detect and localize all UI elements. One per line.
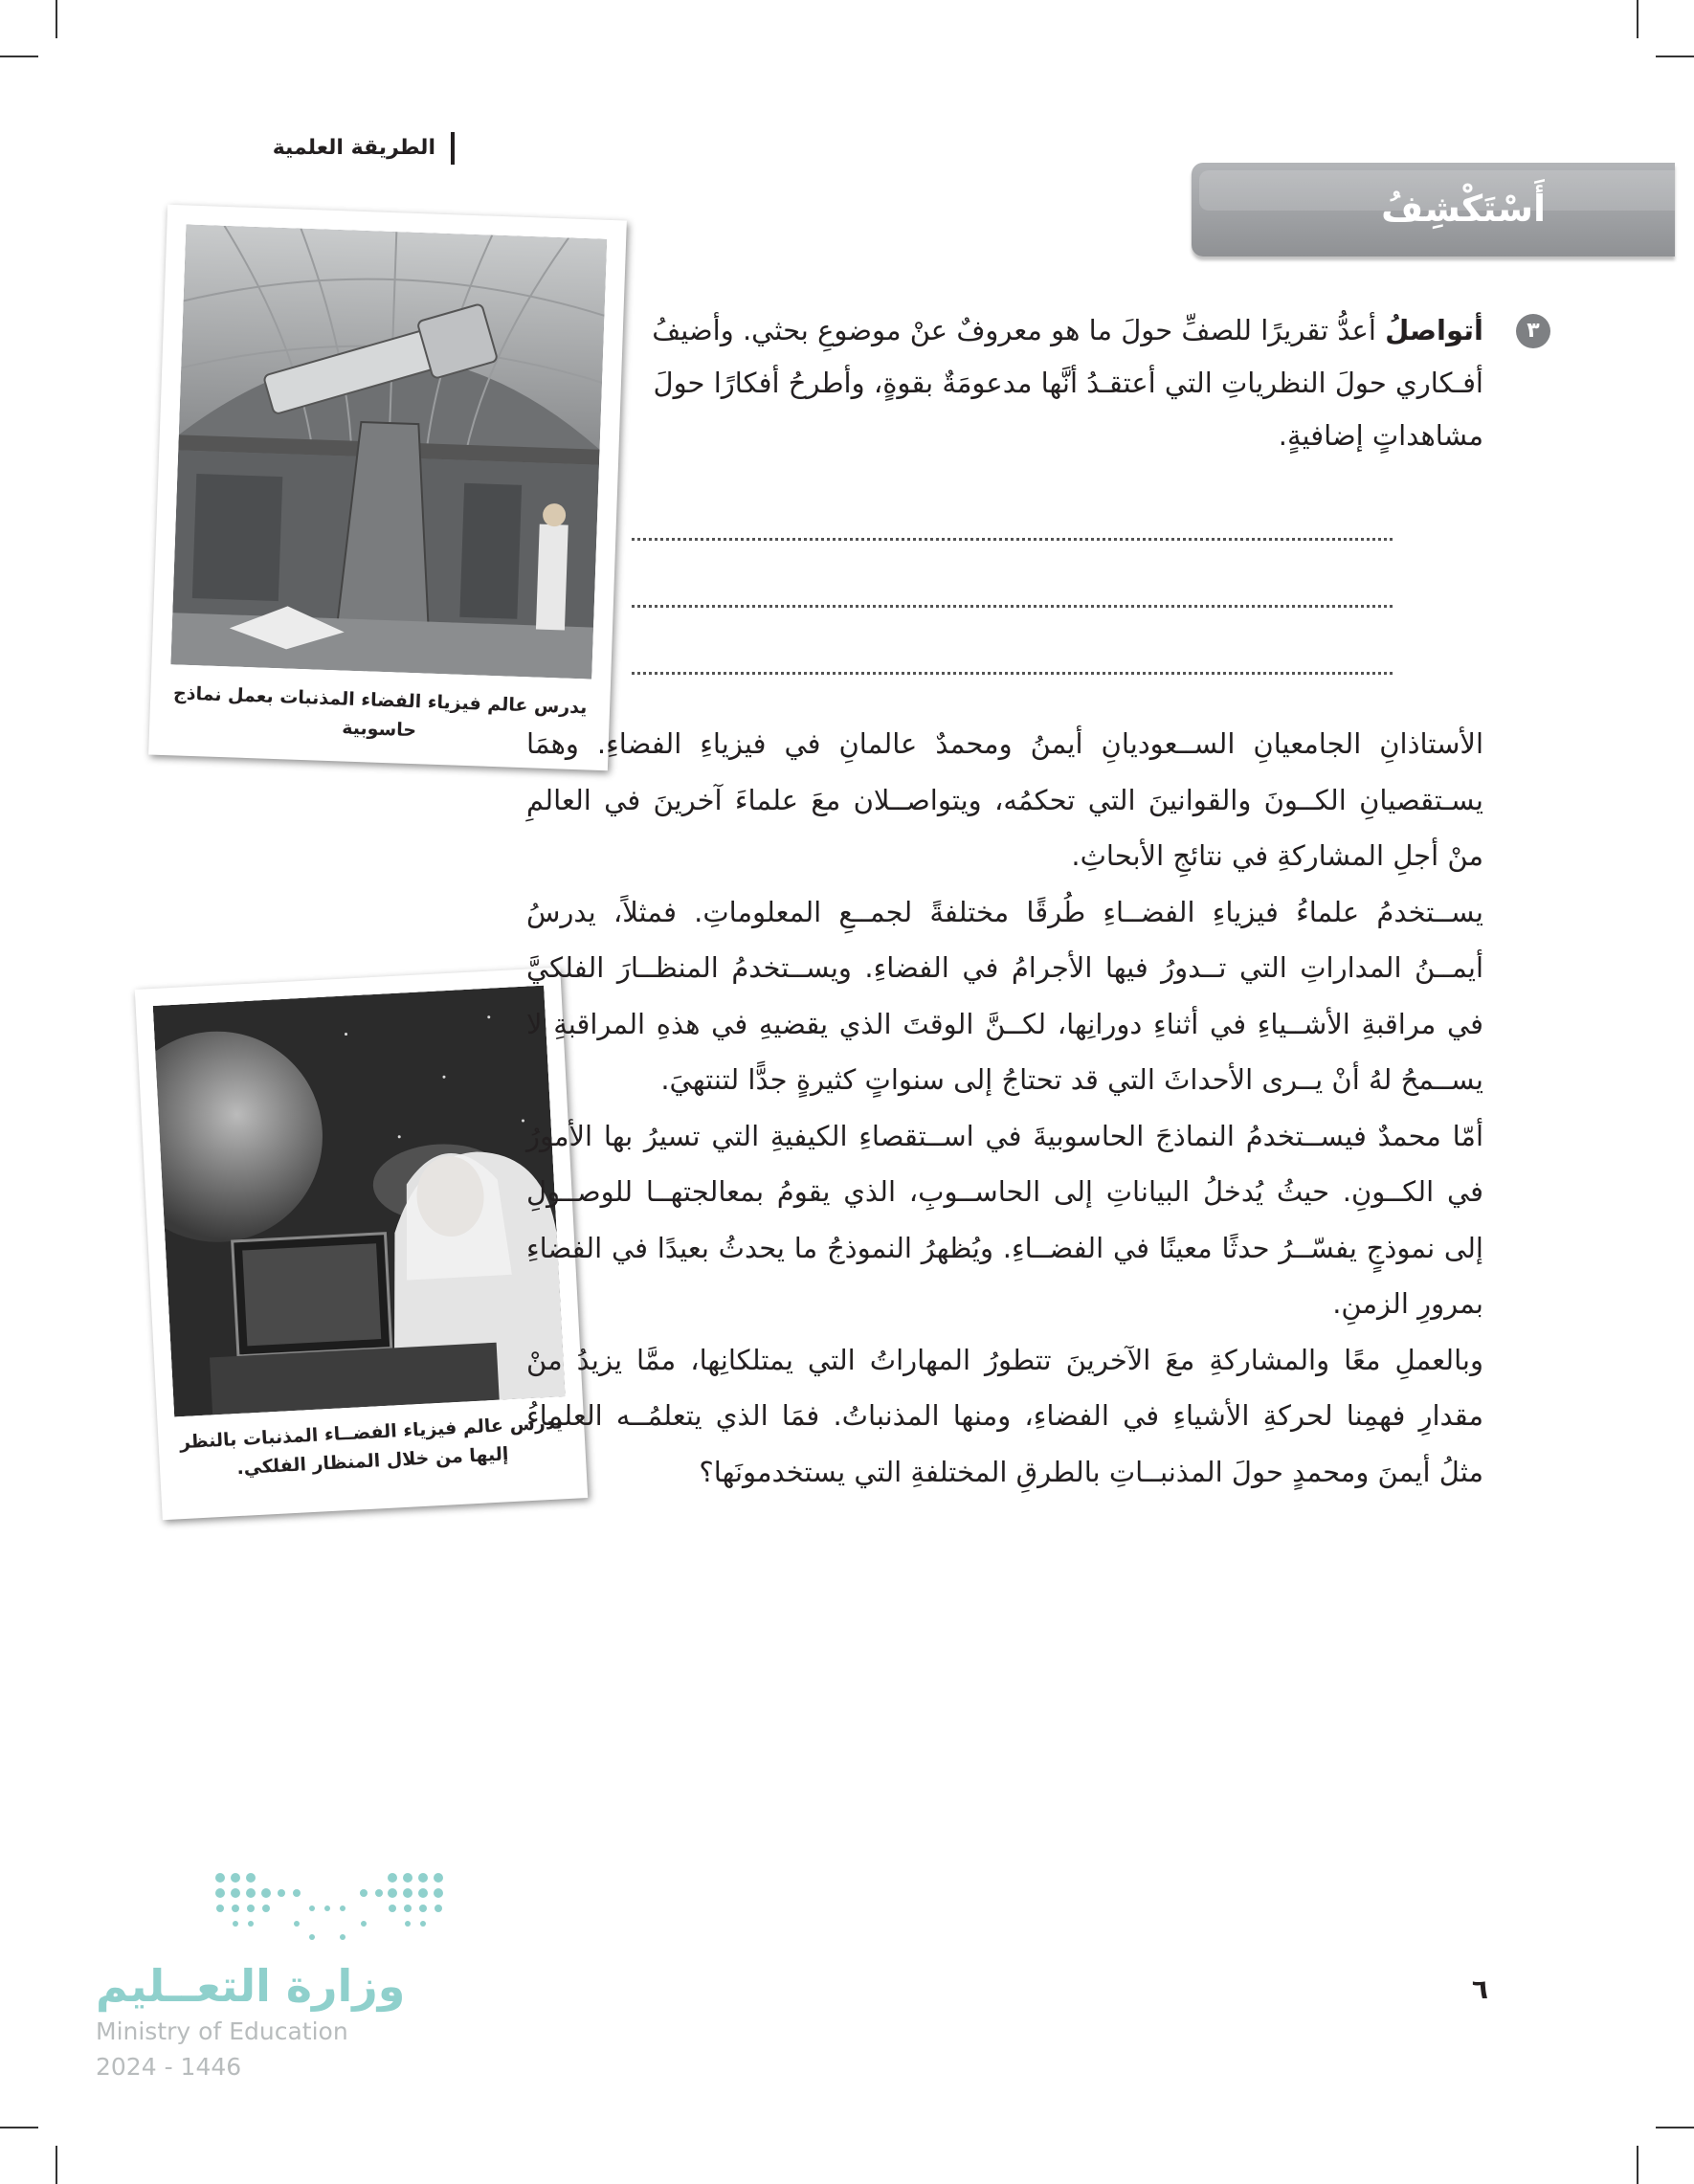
section-tab [1192, 163, 1675, 256]
answer-line[interactable] [632, 538, 1393, 541]
crop-mark [56, 0, 57, 38]
photo-caption: يدرس عالم فيزياء الفضــاء المذنبات بالنظر إليها من خلال المنظار الفلكي. [179, 1412, 564, 1480]
page-number: ٦ [1471, 1973, 1488, 2005]
paragraph: وبالعملِ معًا والمشاركةِ معَ الآخرينَ تتطورُ المهاراتُ التي يمتلكانِها، ممَّا يزيدُ منْ مقدارِ فهمِنا لحركةِ الأشياءِ في الفضاءِ، ومنها المذنباتُ. فمَا الذي يتعلمُــه العلماءُ مثلُ أيمنَ ومحمدٍ حولَ المذنبــاتِ بالطرقِ المختلفةِ التي يستخدمونَها؟ [526, 1343, 1483, 1488]
answer-line[interactable] [632, 605, 1393, 608]
logo-year: 2024 - 1446 [96, 2053, 242, 2081]
crop-mark [1637, 2146, 1638, 2184]
paragraph: الأستاذانِ الجامعيانِ الســعوديانِ أيمنُ ومحمدٌ عالمانِ في فيزياءِ الفضاءِ. وهمَا يسـتقصيانِ الكــونَ والقوانينَ التي تحكمُه، ويتواصــلان معَ علماءَ آخرينَ في العالمِ منْ أجلِ المشاركةِ في نتائجِ الأبحاثِ. [526, 727, 1483, 872]
crop-mark [0, 2127, 38, 2128]
computer-image [153, 986, 566, 1417]
question-text: أعدُّ تقريرًا للصفِّ حولَ ما هو معروفٌ عنْ موضوعِ بحثي. وأضيفُ أفـكاري حولَ النظرياتِ التي أعتقـدُ أنَّها مدعومَةٌ بقوةٍ، وأطرحُ أفكارًا حولَ مشاهداتٍ إضافيةٍ. [652, 314, 1483, 452]
paragraph: يســتخدمُ علماءُ فيزياءِ الفضــاءِ طُرقًا مختلفةً لجمــعِ المعلوماتِ. فمثلاً، يدرسُ أيمــنُ المداراتِ التي تــدورُ فيها الأجرامُ في الفضاءِ. ويســتخدمُ المنظــارَ الفلكيَّ في مراقبةِ الأشــياءِ في أثناءِ دورانِها، لكــنَّ الوقتَ الذي يقضيهِ في هذهِ المراقبةِ لا يســمحُ لهُ أنْ يــرى الأحداثَ التي قد تحتاجُ إلى سنواتٍ كثيرةٍ جدًّا لتنتهيَ. [526, 895, 1483, 1096]
scientist-illustration [153, 986, 566, 1417]
crop-mark [1637, 0, 1638, 38]
paragraph: أمّا محمدٌ فيســتخدمُ النماذجَ الحاسوبيةَ في اســتقصاءِ الكيفيةِ التي تسيرُ بها الأمورُ في الكــونِ. حيثُ يُدخلُ البياناتِ إلى الحاســوبِ، الذي يقومُ بمعالجتهــا للوصــولِ إلى نموذجٍ يفسّــرُ حدثًا معينًا في الفضــاءِ. ويُظهرُ النموذجُ ما يحدثُ بعيدًا في الفضاءِ بمرورِ الزمنِ. [526, 1119, 1483, 1320]
question-keyword: أتواصلُ [1385, 314, 1483, 346]
photo-caption: يدرس عالم فيزياء الفضاء المذنبات بعمل نماذج حاسوبية [172, 682, 588, 742]
telescope-illustration [170, 224, 607, 679]
question-block [641, 304, 1540, 462]
answer-line[interactable] [632, 672, 1393, 675]
crop-mark [1656, 56, 1694, 57]
photo-computer-model [135, 968, 588, 1521]
section-title: أَسْتَكْشِفُ [1381, 188, 1546, 230]
crop-mark [56, 2146, 57, 2184]
logo-english: Ministry of Education [96, 2017, 348, 2045]
observatory-image [170, 224, 607, 679]
crop-mark [1656, 2127, 1694, 2128]
logo-dots-icon [211, 1868, 450, 1945]
chapter-header: الطريقة العلمية [273, 132, 455, 165]
question-number: ٣ [1516, 314, 1550, 348]
crop-mark [0, 56, 38, 57]
photo-observatory [148, 205, 627, 770]
logo-arabic: وزارة التعــليم [96, 1960, 406, 2012]
body-text [526, 716, 1483, 1500]
